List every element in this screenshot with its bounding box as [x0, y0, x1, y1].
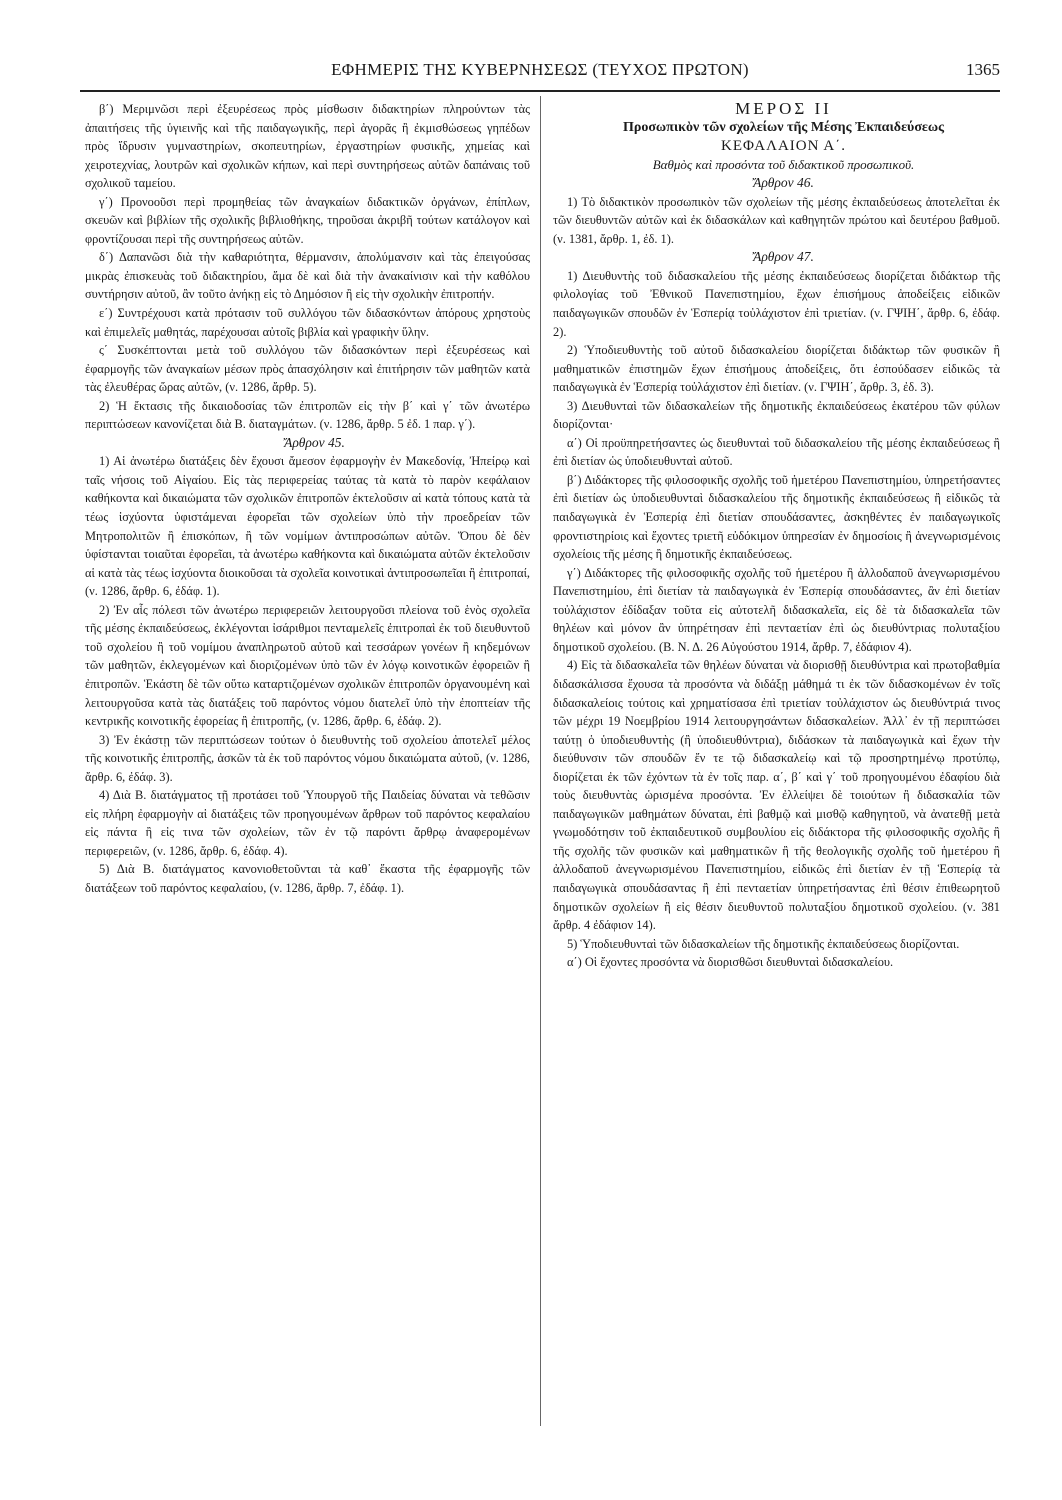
- article-45-paragraph-2: 2) Ἐν αἷς πόλεσι τῶν ἀνωτέρω περιφερειῶν λειτουργοῦσι πλείονα τοῦ ἑνὸς σχολεῖα τῆς μέσης ἐκπαιδεύσεως, ἐκλέγονται ἰσάριθμοι πενταμελεῖς ἐπιτροπαὶ ἐκ τοῦ διευθυντοῦ τοῦ σχολείου ἢ τοῦ νομίμου ἀναπληρωτοῦ αὐτοῦ καὶ τεσσάρων γονέων ἢ κηδεμόνων τῶν μαθητῶν, ἐκλεγομένων καὶ διοριζομένων ὑπὸ τῶν ἐν λόγῳ κοινοτικῶν ἐφορειῶν ἢ ἐπιτροπῶν. Ἑκάστη δὲ τῶν οὕτω καταρτιζομένων σχολικῶν ἐπιτροπῶν ὀργανουμένη καὶ λειτουργοῦσα κατὰ τὰς διατάξεις τοῦ παρόντος νόμου διατελεῖ ὑπὸ τὴν ἐποπτείαν τῆς κεντρικῆς κοινοτικῆς ἐφορείας ἢ ἐπιτροπῆς, (ν. 1286, ἄρθρ. 6, ἐδάφ. 2).: [85, 602, 530, 729]
- header-rule: [80, 90, 1000, 92]
- chapter-title: ΚΕΦΑΛΑΙΟΝ Α΄.: [721, 138, 846, 155]
- right-column: [553, 100, 1000, 972]
- article-47-paragraph-3a: α΄) Οἱ προϋπηρετήσαντες ὡς διευθυνταὶ τοῦ διδασκαλείου τῆς μέσης ἐκπαιδεύσεως ἢ ἐπὶ διετίαν ὡς ὑποδιευθυνταὶ αὐτοῦ.: [553, 435, 1000, 469]
- paragraph-epsilon: ε΄) Συντρέχουσι κατὰ πρότασιν τοῦ συλλόγου τῶν διδασκόντων ἀπόρους χρηστοὺς καὶ ἐπιμελεῖς μαθητάς, παρέχουσαι αὐτοῖς βιβλία καὶ γραφικὴν ὕλην.: [85, 306, 530, 339]
- left-column: [85, 100, 530, 898]
- article-46-heading: Ἄρθρον 46.: [753, 175, 814, 191]
- part-title: ΜΕΡΟΣ ΙΙ: [735, 99, 832, 118]
- gazette-title: ΕΦΗΜΕΡΙΣ ΤΗΣ ΚΥΒΕΡΝΗΣΕΩΣ (ΤΕΥΧΟΣ ΠΡΩΤΟΝ): [331, 60, 749, 79]
- article-47-paragraph-1: 1) Διευθυντὴς τοῦ διδασκαλείου τῆς μέσης ἐκπαιδεύσεως διορίζεται διδάκτωρ τῆς φιλολογίας τοῦ Ἐθνικοῦ Πανεπιστημίου, ἔχων ἐπισήμους ἀποδείξεις εἰδικῶν παιδαγωγικῶν σπουδῶν ἐν Ἑσπερίᾳ τοὐλάχιστον ἐπὶ τριετίαν. (ν. ΓΨΙΗ΄, ἄρθρ. 6, ἐδάφ. 2).: [553, 268, 1000, 339]
- article-45-paragraph-3: 3) Ἐν ἑκάστῃ τῶν περιπτώσεων τούτων ὁ διευθυντὴς τοῦ σχολείου ἀποτελεῖ μέλος τῆς κοινοτικῆς ἐπιτροπῆς, ἀσκῶν τὰ ἐκ τοῦ παρόντος νόμου δικαιώματα αὐτοῦ, (ν. 1286, ἄρθρ. 6, ἐδάφ. 3).: [85, 732, 530, 784]
- paragraph-beta: β΄) Μεριμνῶσι περὶ ἐξευρέσεως πρὸς μίσθωσιν διδακτηρίων πληρούντων τὰς ἀπαιτήσεις τῆς ὑγιεινῆς καὶ τῆς παιδαγωγικῆς, περὶ ἀγορᾶς ἢ ἐκμισθώσεως γηπέδων πρὸς ἵδρυσιν γυμναστηρίων, σκοπευτηρίων, ἐργαστηρίων φυσικῆς, χημείας καὶ χειροτεχνίας, λουτρῶν καὶ σχολικῶν κήπων, καὶ περὶ συντηρήσεως αὐτῶν δαπάναις τοῦ σχολικοῦ ταμείου.: [85, 102, 530, 191]
- article-47-paragraph-4: 4) Εἰς τὰ διδασκαλεῖα τῶν θηλέων δύναται νὰ διορισθῇ διευθύντρια καὶ πρωτοβαθμία διδασκάλισσα ἔχουσα τὰ προσόντα νὰ διδάξῃ μάθημά τι ἐκ τῶν διδασκομένων ἐν τοῖς διδασκαλείοις τούτοις καὶ χρηματίσασα ἐπὶ τριετίαν τοὐλάχιστον ὡς διευθύντριά τινος τῶν μέχρι 19 Νοεμβρίου 1914 λειτουργησάντων διδασκαλείων. Ἀλλ᾽ ἐν τῇ περιπτώσει ταύτῃ ὁ ὑποδιευθυντὴς (ἢ ὑποδιευθύντρια), διδάσκων τὰ παιδαγωγικὰ καὶ ἔχων τὴν διεύθυνσιν τῶν σπουδῶν ἔν τε τῷ διδασκαλείῳ καὶ τῷ προσηρτημένῳ προτύπῳ, διορίζεται ἐκ τῶν ἐχόντων τὰ ἐν τοῖς παρ. α΄, β΄ καὶ γ΄ τοῦ προηγουμένου ἐδαφίου διὰ τοὺς διευθυντὰς ὡρισμένα προσόντα. Ἐν ἐλλείψει δὲ τοιούτων ἢ διδασκαλία τῶν παιδαγωγικῶν μαθημάτων δύναται, ἐπὶ βαθμῷ καὶ μισθῷ καθηγητοῦ, νὰ ἀνατεθῇ μετὰ γνωμοδότησιν τοῦ ἐκπαιδευτικοῦ συμβουλίου εἰς διδάκτορα τῆς φιλοσοφικῆς σχολῆς ἢ τῆς σχολῆς τῶν φυσικῶν καὶ μαθηματικῶν ἢ τῆς θεολογικῆς σχολῆς τοῦ ἡμετέρου ἢ ἀλλοδαποῦ ἀνεγνωρισμένου Πανεπιστημίου, εἰδικῶς ἐπὶ διετίαν ἐν τῇ Ἑσπερίᾳ τὰ παιδαγωγικὰ σπουδάσαντας ἢ ἐπὶ πενταετίαν ὑπηρετήσαντας ἐπὶ θέσιν ἐπιθεωρητοῦ δημοτικῶν σχολείων ἢ εἰς θέσιν διευθυντοῦ πολυταξίου δημοτικοῦ σχολείου. (ν. 381 ἄρθρ. 4 ἐδάφιον 14).: [553, 658, 1000, 933]
- article-47-paragraph-2: 2) Ὑποδιευθυντὴς τοῦ αὐτοῦ διδασκαλείου διορίζεται διδάκτωρ τῶν φυσικῶν ἢ μαθηματικῶν ἐπιστημῶν ἔχων ἐπισήμους ἀποδείξεις, ὅτι ἐσπούδασεν εἰδικῶς τὰ παιδαγωγικὰ ἐν Ἑσπερίᾳ τοὐλάχιστον ἐπὶ διετίαν. (ν. ΓΨΙΗ΄, ἄρθρ. 3, ἐδ. 3).: [553, 343, 1000, 395]
- article-45-paragraph-1: 1) Αἱ ἀνωτέρω διατάξεις δὲν ἔχουσι ἄμεσον ἐφαρμογὴν ἐν Μακεδονίᾳ, Ἠπείρῳ καὶ ταῖς νήσοις τοῦ Αἰγαίου. Εἰς τὰς περιφερείας ταύτας τὰ κατὰ τὸ παρὸν κεφάλαιον καθήκοντα καὶ δικαιώματα τῶν σχολικῶν ἐπιτροπῶν ἐκτελοῦσιν αἱ κατὰ τόπους κατὰ τὰ τέως ἰσχύοντα ὑφιστάμεναι ἐφορεῖαι τῶν σχολείων ὑπὸ τὴν προεδρείαν τῶν Μητροπολιτῶν ἢ ἐπισκόπων, ἢ τῶν νομίμων ἀντιπροσώπων αὐτῶν. Ὅπου δὲ δὲν ὑφίστανται τοιαῦται ἐφορεῖαι, τὰ ἀνωτέρω καθήκοντα καὶ δικαιώματα αὐτῶν ἐκτελοῦσιν αἱ κατὰ τὰς τέως ἰσχύοντα διοικοῦσαι τὰ σχολεῖα κοινοτικαὶ ἀντιπροσωπεῖαι ἢ ἐπιτροπαί, (ν. 1286, ἄρθρ. 6, ἐδάφ. 1).: [85, 454, 530, 599]
- page-header: [80, 56, 1000, 90]
- article-45-paragraph-4: 4) Διὰ Β. διατάγματος τῇ προτάσει τοῦ Ὑπουργοῦ τῆς Παιδείας δύναται νὰ τεθῶσιν εἰς πλήρη ἐφαρμογὴν αἱ διατάξεις τῶν προηγουμένων ἄρθρων τοῦ παρόντος κεφαλαίου εἰς πάντα ἢ εἰς τινα τῶν σχολείων, τῶν ἐν τῷ παρόντι ἄρθρῳ ἀναφερομένων περιφερειῶν, (ν. 1286, ἄρθρ. 6, ἐδάφ. 4).: [85, 788, 530, 858]
- paragraph-delta: δ΄) Δαπανῶσι διὰ τὴν καθαριότητα, θέρμανσιν, ἀπολύμανσιν καὶ τὰς ἐπειγούσας μικρὰς ἐπισκευὰς τοῦ διδακτηρίου, ἅμα δὲ καὶ διὰ τὴν ἀνακαίνισιν καὶ τὴν καθόλου συντήρησιν αὐτοῦ, ἂν τοῦτο ἀνήκῃ εἰς τὸ Δημόσιον ἢ εἰς τὴν σχολικὴν ἐπιτροπήν.: [85, 250, 530, 302]
- article-47-paragraph-3b: β΄) Διδάκτορες τῆς φιλοσοφικῆς σχολῆς τοῦ ἡμετέρου Πανεπιστημίου, ὑπηρετήσαντες ἐπὶ διετίαν ὡς ὑποδιευθυνταὶ διδασκαλείου τῆς δημοτικῆς ἐκπαιδεύσεως ἢ εἰδικῶς τὰ παιδαγωγικὰ ἐν Ἑσπερίᾳ ἐπὶ διετίαν σπουδάσαντες, ἀσκηθέντες ἐν παιδαγωγικοῖς φροντιστηρίοις καὶ ἔχοντες τριετῆ εὐδόκιμον ὑπηρεσίαν ἐν δημοσίοις ἢ ἀνεγνωρισμένοις σχολείοις τῆς μέσης ἢ δημοτικῆς ἐκπαιδεύσεως.: [553, 472, 1000, 562]
- article-46-paragraph-1: 1) Τὸ διδακτικὸν προσωπικὸν τῶν σχολείων τῆς μέσης ἐκπαιδεύσεως ἀποτελεῖται ἐκ τῶν διευθυντῶν αὐτῶν καὶ ἐκ διδασκάλων καὶ καθηγητῶν πρώτου καὶ δευτέρου βαθμοῦ. (ν. 1381, ἄρθρ. 1, ἐδ. 1).: [553, 194, 1000, 246]
- paragraph-2: 2) Ἡ ἔκτασις τῆς δικαιοδοσίας τῶν ἐπιτροπῶν εἰς τὴν β΄ καὶ γ΄ τῶν ἀνωτέρω περιπτώσεων κανονίζεται διὰ Β. διαταγμάτων. (ν. 1286, ἄρθρ. 5 ἐδ. 1 παρ. γ΄).: [85, 398, 530, 432]
- article-47-paragraph-3c: γ΄) Διδάκτορες τῆς φιλοσοφικῆς σχολῆς τοῦ ἡμετέρου ἢ ἀλλοδαποῦ ἀνεγνωρισμένου Πανεπιστημίου, ἐπὶ διετίαν τὰ παιδαγωγικὰ ἐν Ἑσπερίᾳ σπουδάσαντες, ἂν ἐπὶ διετίαν τοὐλάχιστον ἐδίδαξαν τοῦτα εἰς αὐτοτελῆ διδασκαλεῖα, εἰς δὲ τὰ διδασκαλεῖα τῶν θηλέων καὶ μόνον ἂν ὑπηρέτησαν ἐπὶ πενταετίαν ἐπὶ ὡς διευθύντριας πολυταξίου δημοτικοῦ σχολείου. (Β. Ν. Δ. 26 Αὐγούστου 1914, ἄρθρ. 7, ἐδάφιον 4).: [553, 565, 1000, 654]
- paragraph-gamma: γ΄) Προνοοῦσι περὶ προμηθείας τῶν ἀναγκαίων διδακτικῶν ὀργάνων, ἐπίπλων, σκευῶν καὶ βιβλίων τῆς σχολικῆς βιβλιοθήκης, τηροῦσαι ἀκριβῆ τούτων κατάλογον καὶ φροντίζουσαι περὶ τῆς συντηρήσεως αὐτῶν.: [85, 194, 530, 246]
- paragraph-stigma: ς΄ Συσκέπτονται μετὰ τοῦ συλλόγου τῶν διδασκόντων περὶ ἐξευρέσεως καὶ ἐφαρμογῆς τῶν ἀναγκαίων μέσων πρὸς ἀπασχόλησιν καὶ ἐπιτήρησιν τῶν μαθητῶν κατὰ τὰς ἐλευθέρας ὥρας αὐτῶν, (ν. 1286, ἄρθρ. 5).: [85, 343, 530, 395]
- article-47-heading: Ἄρθρον 47.: [753, 249, 814, 265]
- article-47-paragraph-3: 3) Διευθυνταὶ τῶν διδασκαλείων τῆς δημοτικῆς ἐκπαιδεύσεως ἑκατέρου τῶν φύλων διορίζονται·: [553, 398, 1000, 432]
- column-divider: [540, 96, 541, 1426]
- page-number: 1365: [966, 60, 1000, 79]
- part-subtitle: Προσωπικὸν τῶν σχολείων τῆς Μέσης Ἐκπαιδεύσεως: [622, 119, 945, 135]
- chapter-subtitle: Βαθμὸς καὶ προσόντα τοῦ διδακτικοῦ προσωπικοῦ.: [652, 156, 915, 172]
- article-47-paragraph-5a: α΄) Οἱ ἔχοντες προσόντα νὰ διορισθῶσι διευθυνταὶ διδασκαλείου.: [567, 955, 894, 970]
- article-45-paragraph-5: 5) Διὰ Β. διατάγματος κανονιοθετοῦνται τὰ καθ᾽ ἕκαστα τῆς ἐφαρμογῆς τῶν διατάξεων τοῦ παρόντος κεφαλαίου, (ν. 1286, ἄρθρ. 7, ἐδάφ. 1).: [85, 862, 530, 895]
- article-47-paragraph-5: 5) Ὑποδιευθυνταὶ τῶν διδασκαλείων τῆς δημοτικῆς ἐκπαιδεύσεως διορίζονται.: [567, 936, 960, 951]
- article-45-heading: Ἄρθρον 45.: [284, 434, 345, 450]
